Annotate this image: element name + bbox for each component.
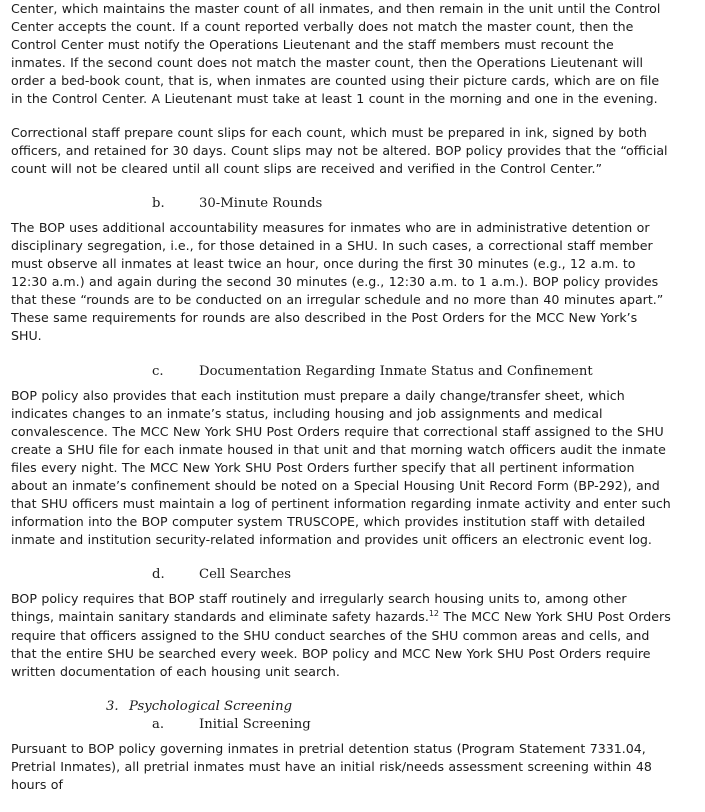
section-d-letter: d. <box>152 567 165 583</box>
count-slips-paragraph: Correctional staff prepare count slips for each count, which must be prepared in ink, signed by both officers, and retained for 30 days. Count slips may not be altered. BOP policy provides that the “official count will not be cleared until all count slips are received and verified in the Control Center.” <box>11 124 668 176</box>
section-3-title: Psychological Screening <box>129 698 293 714</box>
section-c-paragraph: BOP policy also provides that each institution must prepare a daily change/transfer sheet, which indicates changes to an inmate’s status, including housing and job assignments and medical convalescence. The MCC New York SHU Post Orders require that correctional staff assigned to the SHU create a SHU file for each inmate housed in that unit and that morning watch officers audit the inmate files every night. The MCC New York SHU Post Orders further specify that all pertinent information about an inmate’s confinement should be noted on a Special Housing Unit Record Form (BP-292), and that SHU officers must maintain a log of pertinent information regarding inmate activity and enter such information into the BOP computer system TRUSCOPE, which provides institution staff with detailed inmate and institution security-related information and provides unit officers an electronic event log. <box>11 387 671 548</box>
section-3a-letter: a. <box>152 716 165 732</box>
section-3a-heading <box>11 716 671 734</box>
section-c-title: Documentation Regarding Inmate Status and Confinement <box>199 363 593 379</box>
section-d-heading <box>11 566 671 584</box>
section-b-heading <box>11 195 671 213</box>
section-c-letter: c. <box>152 363 164 379</box>
section-3a-paragraph: Pursuant to BOP policy governing inmates in pretrial detention status (Program Statement 7331.04, Pretrial Inmates), all pretrial inmates must have an initial risk/needs assessment screening within 48 hours of <box>11 740 652 792</box>
section-3-number: 3. <box>106 698 119 714</box>
section-d-paragraph <box>11 590 671 680</box>
section-d-title: Cell Searches <box>199 567 291 583</box>
section-d-text-before-note: BOP policy requires that BOP staff routinely and irregularly search housing units to, among other things, maintain sanitary standards and eliminate safety hazards. <box>11 591 627 625</box>
section-b-letter: b. <box>152 195 165 211</box>
footnote-ref-12[interactable]: 12 <box>428 609 440 619</box>
section-b-paragraph: The BOP uses additional accountability measures for inmates who are in administrative detention or disciplinary segregation, i.e., for those detained in a SHU. In such cases, a correctional staff member must observe all inmates at least twice an hour, once during the first 30 minutes (e.g., 12 a.m. to 12:30 a.m.) and again during the second 30 minutes (e.g., 12:30 a.m. to 1 a.m.). BOP policy provides that these “rounds are to be conducted on an irregular schedule and no more than 40 minutes apart.” These same requirements for rounds are also described in the Post Orders for the MCC New York’s SHU. <box>11 219 664 344</box>
count-procedure-paragraph: Center, which maintains the master count of all inmates, and then remain in the unit until the Control Center accepts the count. If a count reported verbally does not match the master count, then the Control Center must notify the Operations Lieutenant and the staff members must recount the inmates. If the second count does not match the master count, then the Operations Lieutenant will order a bed-book count, that is, when inmates are counted using their picture cards, which are on file in the Control Center. A Lieutenant must take at least 1 count in the morning and one in the evening. <box>11 1 661 107</box>
section-d-text-after-note: The MCC New York SHU Post Orders require that officers assigned to the SHU conduct searches of the SHU common areas and cells, and that the entire SHU be searched every week. BOP policy and MCC New York SHU Post Orders require written documentation of each housing unit search. <box>11 609 671 679</box>
section-3-heading <box>11 698 671 716</box>
document-page <box>11 0 671 794</box>
section-c-heading <box>11 363 671 381</box>
section-3a-title: Initial Screening <box>199 716 311 732</box>
section-b-title: 30-Minute Rounds <box>199 195 323 211</box>
